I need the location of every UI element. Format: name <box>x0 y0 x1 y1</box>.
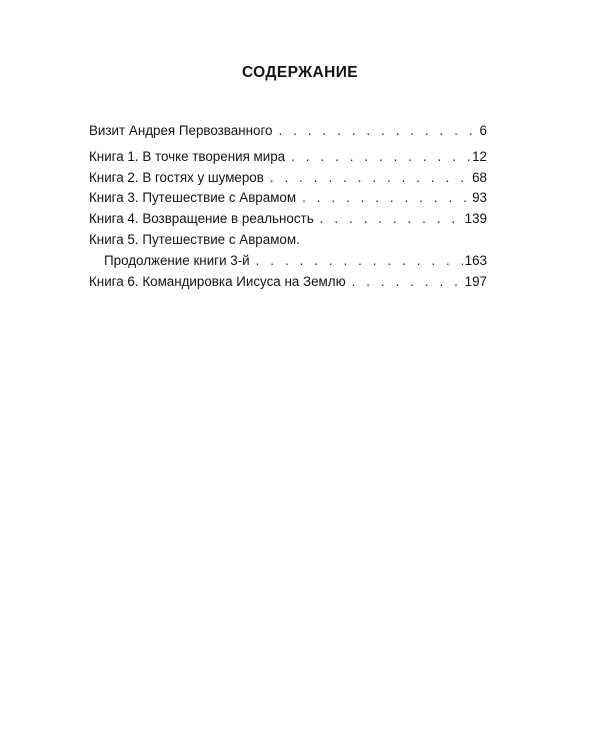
toc-entry-title: Книга 6. Командировка Иисуса на Землю <box>89 273 346 289</box>
toc-page-number: 12 <box>472 148 487 164</box>
toc-entry-visit[interactable] <box>89 121 487 142</box>
dot-leader <box>270 168 470 189</box>
dot-leader <box>352 272 463 293</box>
toc-entry-title: Книга 3. Путешествие с Аврамом <box>89 190 297 206</box>
toc-entry-title: Книга 1. В точке творения мира <box>89 148 286 164</box>
toc-page-number: 163 <box>464 252 487 268</box>
toc-entry-book-6[interactable] <box>89 272 487 293</box>
toc-page-number: 93 <box>472 190 487 206</box>
dot-leader <box>320 209 463 230</box>
toc-entry-title: Визит Андрея Первозванного <box>89 123 273 138</box>
toc-entry-book-5-title[interactable]: Книга 5. Путешествие с Аврамом. <box>89 231 300 247</box>
toc-page-number: 197 <box>464 273 487 289</box>
dot-leader <box>256 251 463 272</box>
dot-leader <box>302 188 470 209</box>
toc-entry-book-4[interactable] <box>89 209 487 230</box>
toc-entry-book-1[interactable] <box>89 147 487 168</box>
page-title: СОДЕРЖАНИЕ <box>241 64 359 81</box>
dot-leader <box>279 121 478 142</box>
toc-page-number: 68 <box>472 169 487 185</box>
toc-entry-title: Книга 2. В гостях у шумеров <box>89 169 264 185</box>
toc-page-number: 139 <box>464 211 487 227</box>
table-of-contents <box>89 121 487 292</box>
toc-entry-title: Книга 4. Возвращение в реальность <box>89 211 314 227</box>
toc-entry-continuation: Продолжение книги 3-й <box>104 252 250 268</box>
toc-entry-book-5[interactable] <box>89 251 487 272</box>
dot-leader <box>291 147 470 168</box>
toc-entry-book-2[interactable] <box>89 168 487 189</box>
toc-page-number: 6 <box>479 123 487 138</box>
toc-entry-book-3[interactable] <box>89 188 487 209</box>
